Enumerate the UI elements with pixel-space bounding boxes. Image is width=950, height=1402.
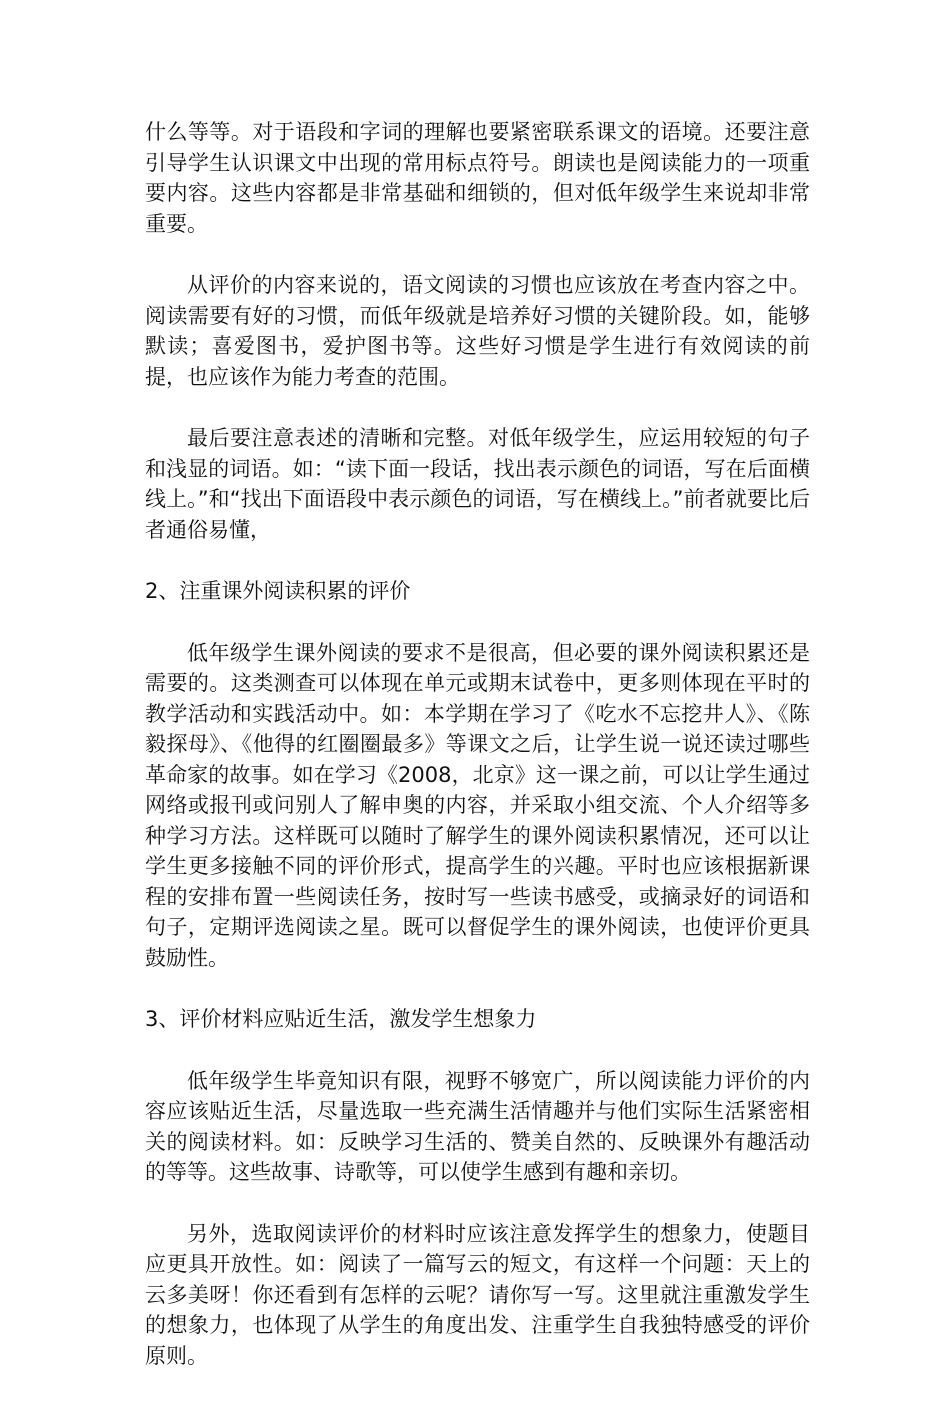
section-heading-2: 2、注重课外阅读积累的评价: [145, 579, 411, 603]
section-heading-3: 3、评价材料应贴近生活，激发学生想象力: [145, 1007, 537, 1031]
paragraph-imagination: 另外，选取阅读评价的材料时应该注意发挥学生的想象力，使题目应更具开放性。如：阅读了一篇写云的短文，有这样一个问题：天上的云多美呀！你还看到有怎样的云呢？请你写一写。这里就注重激发学生的想象力，也体现了从学生的角度出发、注重学生自我独特感受的评价原则。: [145, 1221, 810, 1368]
paragraph-extracurricular-reading: 低年级学生课外阅读的要求不是很高，但必要的课外阅读积累还是需要的。这类测查可以体现在单元或期末试卷中，更多则体现在平时的教学活动和实践活动中。如：本学期在学习了《吃水不忘挖井人》、《陈毅探母》、《他得的红圈圈最多》等课文之后，让学生说一说还读过哪些革命家的故事。如在学习《2008，北京》这一课之前，可以让学生通过网络或报刊或问别人了解申奥的内容，并采取小组交流、个人介绍等多种学习方法。这样既可以随时了解学生的课外阅读积累情况，还可以让学生更多接触不同的评价形式，提高学生的兴趣。平时也应该根据新课程的安排布置一些阅读任务，按时写一些读书感受，或摘录好的词语和句子，定期评选阅读之星。既可以督促学生的课外阅读，也使评价更具鼓励性。: [145, 640, 810, 970]
paragraph-life-materials: 低年级学生毕竟知识有限，视野不够宽广，所以阅读能力评价的内容应该贴近生活，尽量选取一些充满生活情趣并与他们实际生活紧密相关的阅读材料。如：反映学习生活的、赞美自然的、反映课外有趣活动的等等。这些故事、诗歌等，可以使学生感到有趣和亲切。: [145, 1068, 810, 1184]
document-page: [145, 117, 810, 1402]
paragraph-reading-habits: 从评价的内容来说的，语文阅读的习惯也应该放在考查内容之中。阅读需要有好的习惯，而低年级就是培养好习惯的关键阶段。如，能够默读；喜爱图书，爱护图书等。这些好习惯是学生进行有效阅读的前提，也应该作为能力考查的范围。: [145, 273, 810, 389]
paragraph-clear-expression: 最后要注意表述的清晰和完整。对低年级学生，应运用较短的句子和浅显的词语。如：“读下面一段话，找出表示颜色的词语，写在后面横线上。”和“找出下面语段中表示颜色的词语，写在横线上。”前者就要比后者通俗易懂，: [145, 426, 810, 542]
paragraph-continuation: 什么等等。对于语段和字词的理解也要紧密联系课文的语境。还要注意引导学生认识课文中出现的常用标点符号。朗读也是阅读能力的一项重要内容。这些内容都是非常基础和细锁的，但对低年级学生来说却非常重要。: [145, 120, 810, 236]
